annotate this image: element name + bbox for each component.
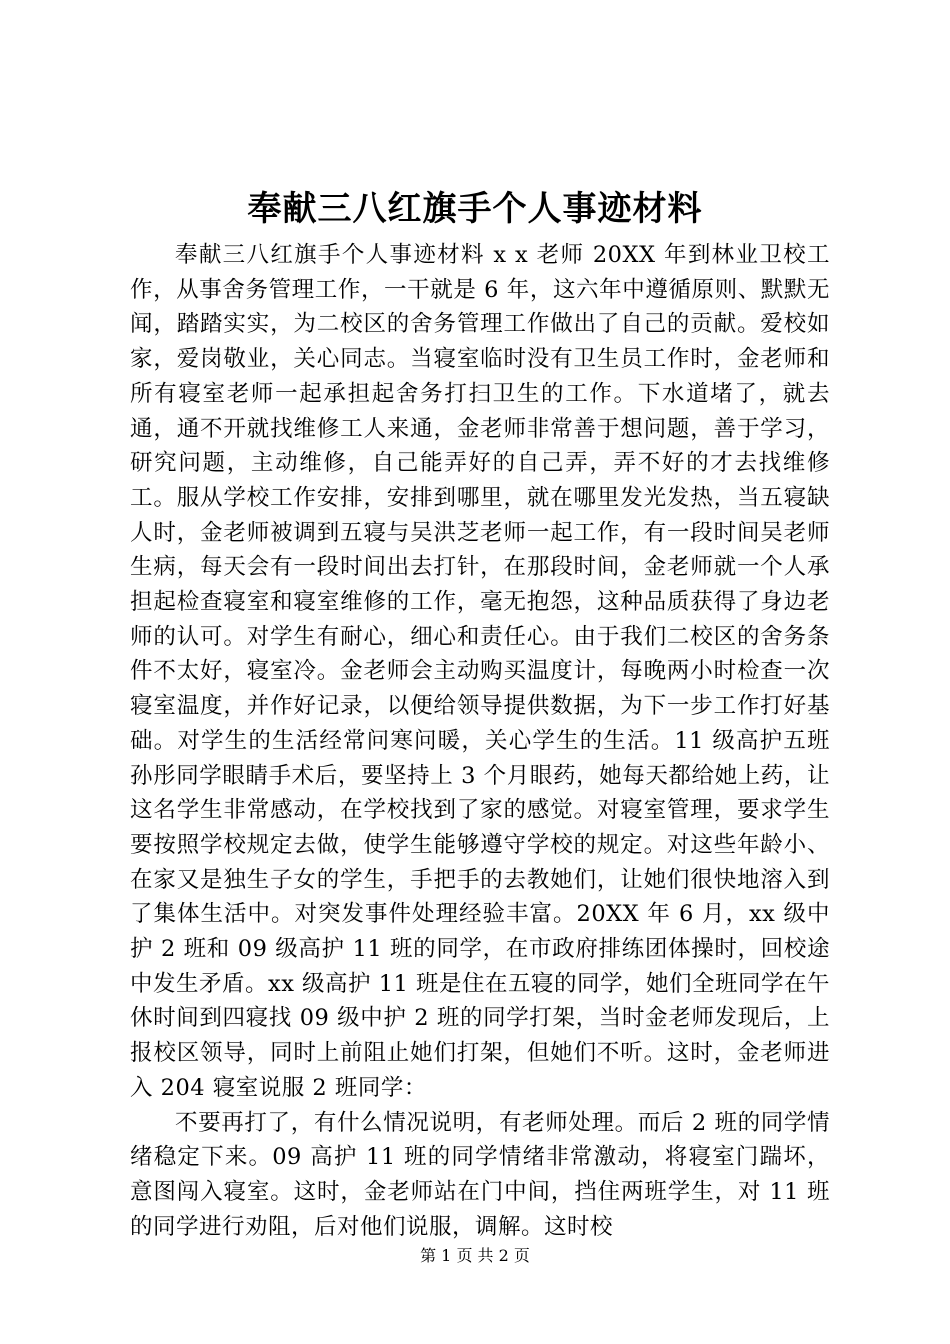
paragraph-1: 奉献三八红旗手个人事迹材料 x x 老师 20XX 年到林业卫校工作，从事舍务管理工作，一干就是 6 年，这六年中遵循原则、默默无闻，踏踏实实，为二校区的舍务管理工作做出了自己的贡献。爱校如家，爱岗敬业，关心同志。当寝室临时没有卫生员工作时，金老师和所有寝室老师一起承担起舍务打扫卫生的工作。下水道堵了，就去通，通不开就找维修工人来通，金老师非常善于想问题，善于学习，研究问题，主动维修，自己能弄好的自己弄，弄不好的才去找维修工。服从学校工作安排，安排到哪里，就在哪里发光发热，当五寝缺人时，金老师被调到五寝与吴洪芝老师一起工作，有一段时间吴老师生病，每天会有一段时间出去打针，在那段时间，金老师就一个人承担起检查寝室和寝室维修的工作，毫无抱怨，这种品质获得了身边老师的认可。对学生有耐心，细心和责任心。由于我们二校区的舍务条件不太好，寝室冷。金老师会主动购买温度计，每晚两小时检查一次寝室温度，并作好记录，以便给领导提供数据，为下一步工作打好基础。对学生的生活经常问寒问暖，关心学生的生活。11 级高护五班孙彤同学眼睛手术后，要坚持上 3 个月眼药，她每天都给她上药，让这名学生非常感动，在学校找到了家的感觉。对寝室管理，要求学生要按照学校规定去做，使学生能够遵守学校的规定。对这些年龄小、在家又是独生子女的学生，手把手的去教她们，让她们很快地溶入到了集体生活中。对突发事件处理经验丰富。20XX 年 6 月，xx 级中护 2 班和 09 级高护 11 班的同学，在市政府排练团体操时，回校途中发生矛盾。xx 级高护 11 班是住在五寝的同学，她们全班同学在午休时间到四寝找 09 级中护 2 班的同学打架，当时金老师发现后，上报校区领导，同时上前阻止她们打架，但她们不听。这时，金老师进入 204 寝室说服 2 班同学： xyxy=(130,242,830,1101)
page-footer: 第 1 页 共 2 页 xyxy=(420,1246,530,1265)
document-body xyxy=(130,238,830,1244)
paragraph-2: 不要再打了，有什么情况说明，有老师处理。而后 2 班的同学情绪稳定下来。09 高护 11 班的同学情绪非常激动，将寝室门踹坏，意图闯入寝室。这时，金老师站在门中间，挡住两班学生，对 11 班的同学进行劝阻，后对他们说服，调解。这时校 xyxy=(130,1109,830,1240)
document-title: 奉献三八红旗手个人事迹材料 xyxy=(247,189,703,229)
